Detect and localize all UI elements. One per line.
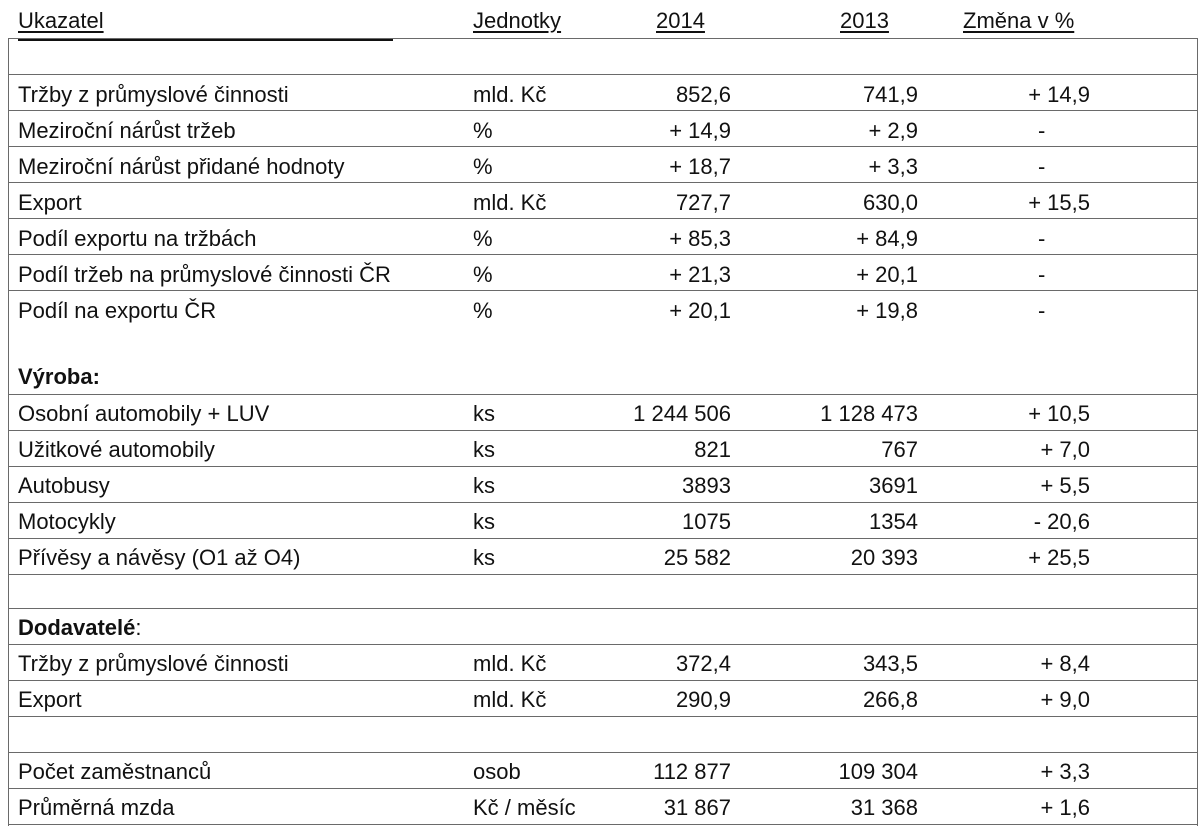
- row-label: Podíl exportu na tržbách: [18, 226, 257, 251]
- header-2013: 2013: [840, 8, 889, 33]
- row-unit: %: [473, 262, 493, 287]
- row-unit: ks: [473, 401, 495, 426]
- row-unit: mld. Kč: [473, 651, 547, 676]
- row-change: -: [1038, 118, 1046, 143]
- row-change: -: [1038, 154, 1046, 179]
- table-row: [8, 182, 1198, 219]
- row-2014: + 14,9: [669, 118, 731, 143]
- row-2013: 20 393: [850, 545, 918, 570]
- table-row: [8, 430, 1198, 467]
- row-2013: 1354: [869, 509, 918, 534]
- row-change: + 5,5: [1040, 473, 1090, 498]
- row-2014: 372,4: [675, 651, 731, 676]
- section-title: Výroba:: [18, 364, 100, 389]
- table-row: [8, 502, 1198, 539]
- row-2014: 727,7: [675, 190, 731, 215]
- row-2014: 25 582: [663, 545, 731, 570]
- row-2013: + 84,9: [856, 226, 918, 251]
- row-2013: 741,9: [862, 82, 918, 107]
- row-2014: 852,6: [675, 82, 731, 107]
- row-unit: ks: [473, 509, 495, 534]
- table-bottom-border: [8, 824, 1198, 825]
- table-row: [8, 680, 1198, 717]
- table-row: [8, 110, 1198, 147]
- row-2014: 290,9: [675, 687, 731, 712]
- row-label: Meziroční nárůst tržeb: [18, 118, 236, 143]
- row-change: + 15,5: [1028, 190, 1090, 215]
- row-unit: ks: [473, 437, 495, 462]
- row-2013: + 20,1: [856, 262, 918, 287]
- row-2014: + 20,1: [669, 298, 731, 323]
- row-2014: 112 877: [653, 759, 731, 784]
- row-change: + 7,0: [1040, 437, 1090, 462]
- row-2013: 31 368: [850, 795, 918, 820]
- row-2014: + 85,3: [669, 226, 731, 251]
- row-2013: + 2,9: [868, 118, 918, 143]
- row-2013: + 19,8: [856, 298, 918, 323]
- row-label: Meziroční nárůst přidané hodnoty: [18, 154, 345, 179]
- table-row: [8, 218, 1198, 255]
- row-change: + 9,0: [1040, 687, 1090, 712]
- row-change: + 14,9: [1028, 82, 1090, 107]
- spacer-row: [8, 38, 1198, 75]
- header-zmena: Změna v %: [963, 8, 1075, 33]
- row-2013: 767: [881, 437, 918, 462]
- row-label: Autobusy: [18, 473, 110, 498]
- section-heading-vyroba: [8, 354, 1198, 396]
- row-change: -: [1038, 298, 1046, 323]
- table-left-border: [8, 38, 9, 826]
- row-change: -: [1038, 262, 1046, 287]
- row-unit: mld. Kč: [473, 82, 547, 107]
- table-row: [8, 146, 1198, 183]
- row-change: + 25,5: [1028, 545, 1090, 570]
- row-2014: + 21,3: [669, 262, 731, 287]
- row-change: -: [1038, 226, 1046, 251]
- row-unit: Kč / měsíc: [473, 795, 576, 820]
- row-2013: + 3,3: [868, 154, 918, 179]
- row-change: + 3,3: [1040, 759, 1090, 784]
- section-title-bold: Dodavatelé: [18, 615, 136, 640]
- row-label: Podíl tržeb na průmyslové činnosti ČR: [18, 262, 391, 287]
- table-row: [8, 752, 1198, 789]
- row-2013: 266,8: [862, 687, 918, 712]
- row-2013: 343,5: [862, 651, 918, 676]
- row-change: + 10,5: [1028, 401, 1090, 426]
- row-change: + 1,6: [1040, 795, 1090, 820]
- row-label: Export: [18, 687, 82, 712]
- row-unit: ks: [473, 545, 495, 570]
- row-2014: 1075: [682, 509, 731, 534]
- section-title: [18, 615, 142, 641]
- section-heading-dodavatele: [8, 608, 1198, 645]
- table-row: [8, 290, 1198, 355]
- row-2014: 31 867: [663, 795, 731, 820]
- row-label: Podíl na exportu ČR: [18, 298, 217, 323]
- table-row: [8, 644, 1198, 681]
- row-unit: %: [473, 226, 493, 251]
- row-unit: %: [473, 298, 493, 323]
- table-row: [8, 538, 1198, 575]
- row-change: + 8,4: [1040, 651, 1090, 676]
- row-label: Tržby z průmyslové činnosti: [18, 651, 289, 676]
- row-2014: + 18,7: [669, 154, 731, 179]
- row-unit: %: [473, 154, 493, 179]
- row-label: Export: [18, 190, 82, 215]
- row-label: Přívěsy a návěsy (O1 až O4): [18, 545, 301, 570]
- row-2013: 3691: [869, 473, 918, 498]
- header-jednotky: Jednotky: [473, 8, 562, 33]
- row-label: Osobní automobily + LUV: [18, 401, 270, 426]
- row-label: Tržby z průmyslové činnosti: [18, 82, 289, 107]
- row-label: Užitkové automobily: [18, 437, 215, 462]
- row-label: Počet zaměstnanců: [18, 759, 212, 784]
- header-ukazatel: Ukazatel: [18, 8, 104, 33]
- row-2014: 1 244 506: [633, 401, 731, 426]
- row-unit: osob: [473, 759, 521, 784]
- table-row: [8, 254, 1198, 291]
- row-label: Motocykly: [18, 509, 116, 534]
- section-title-colon: :: [135, 615, 142, 640]
- spacer-row: [8, 716, 1198, 753]
- table-row: [8, 74, 1198, 111]
- spacer-row: [8, 574, 1198, 609]
- row-unit: ks: [473, 473, 495, 498]
- row-2013: 109 304: [838, 759, 918, 784]
- table-header: [8, 8, 1198, 38]
- row-change: - 20,6: [1033, 509, 1090, 534]
- table-row: [8, 788, 1198, 825]
- header-2014: 2014: [656, 8, 705, 33]
- table-right-border: [1197, 38, 1198, 826]
- row-unit: %: [473, 118, 493, 143]
- row-2013: 1 128 473: [820, 401, 918, 426]
- row-label: Průměrná mzda: [18, 795, 175, 820]
- table-row: [8, 394, 1198, 431]
- row-unit: mld. Kč: [473, 687, 547, 712]
- row-2013: 630,0: [862, 190, 918, 215]
- table-row: [8, 466, 1198, 503]
- row-unit: mld. Kč: [473, 190, 547, 215]
- row-2014: 821: [694, 437, 731, 462]
- row-2014: 3893: [682, 473, 731, 498]
